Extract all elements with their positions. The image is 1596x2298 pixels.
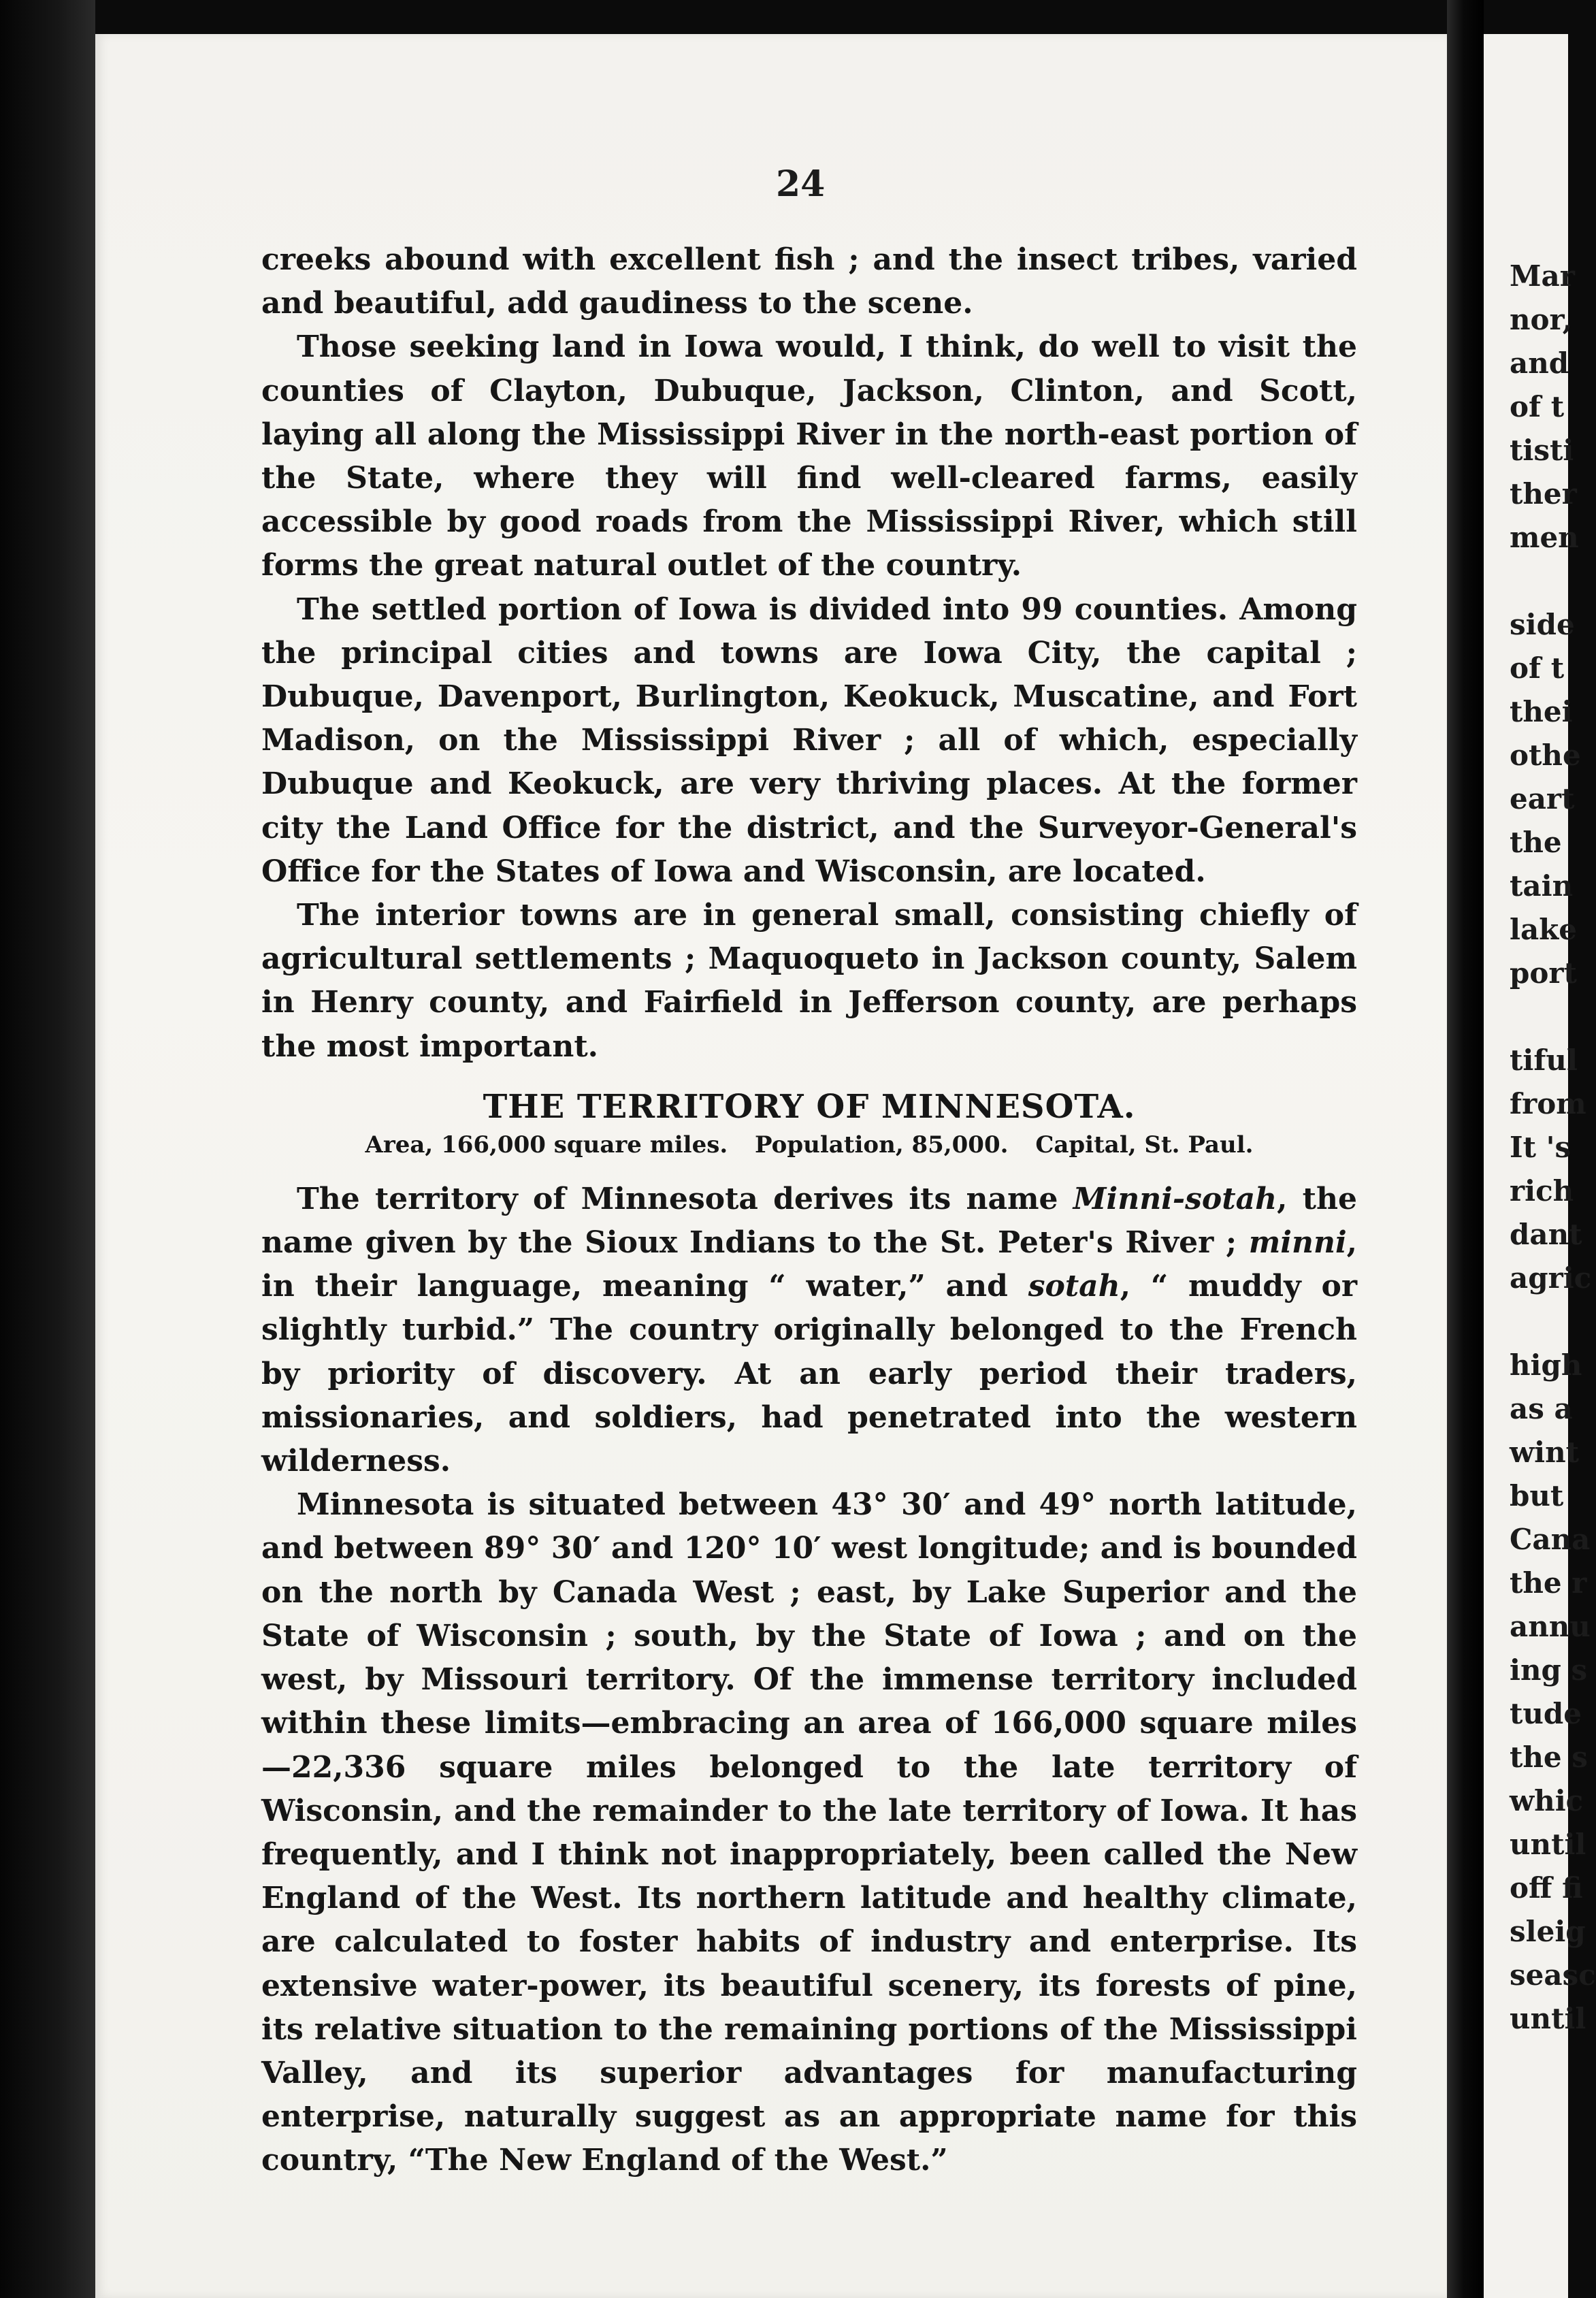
text-run: , in their language, meaning “ water,” and — [261, 1225, 1357, 1304]
facing-page-edge — [1484, 34, 1596, 2298]
facing-page-fragment: men — [1510, 521, 1579, 554]
italic-term-sotah: sotah — [1028, 1269, 1120, 1304]
facing-page-fragment: agric — [1510, 1261, 1592, 1295]
facing-page-fragment: side — [1510, 608, 1575, 641]
facing-page-fragment: ther — [1510, 477, 1577, 511]
facing-page-fragment: high — [1510, 1348, 1582, 1382]
facing-page-fragment: as a — [1510, 1392, 1573, 1425]
text-run: , “ muddy or slightly turbid.” The country originally belonged to the French by priority of discovery. At an early period their traders, missionaries, and soldiers, had penetrated into the western wilderness. — [261, 1269, 1357, 1479]
capital-stat: Capital, St. Paul. — [1035, 1131, 1254, 1159]
facing-page-fragment: port — [1510, 956, 1577, 990]
paragraph-name-origin — [261, 1178, 1357, 1483]
paragraph-interior-towns: The interior towns are in general small, consisting chiefly of agricultural settlements ; Maquoqueto in Jackson county, Salem in Henry county, and Fairfield in Jefferson county, are perhaps the most important. — [261, 898, 1357, 1064]
italic-term-minni-sotah: Minni-sotah — [1073, 1181, 1277, 1216]
facing-page-fragment: whic — [1510, 1784, 1584, 1817]
facing-page-fragment: eart — [1510, 782, 1575, 815]
facing-page-fragment: the s — [1510, 1741, 1588, 1774]
facing-page-fragment: lake — [1510, 913, 1577, 946]
paragraph-settled-portion: The settled portion of Iowa is divided into 99 counties. Among the principal cities and towns are Iowa City, the capital ; Dubuque, Davenport, Burlington, Keokuck, Muscatine, and Fort Madison, on the Mississippi River ; all of which, especially Dubuque and Keokuck, are very thriving places. At the former city the Land Office for the district, and the Surveyor-General's Office for the States of Iowa and Wisconsin, are located. — [261, 592, 1357, 889]
facing-page-fragment: Mar — [1510, 259, 1575, 293]
facing-page-fragment: the r — [1510, 1566, 1587, 1600]
facing-page-fragment: of t — [1510, 651, 1565, 685]
facing-page-fragment: rich — [1510, 1174, 1574, 1208]
area-stat: Area, 166,000 square miles. — [365, 1131, 728, 1159]
paragraph-situation: Minnesota is situated between 43° 30′ and 49° north latitude, and between 89° 30′ and 120° 10′ west longitude; and is bounded on the north by Canada West ; east, by Lake Superior and the State of Wisconsin ; south, by the State of Iowa ; and on the west, by Missouri territory. Of the immense territory included within these limits—embracing an area of 166,000 square miles—22,336 square miles belonged to the late territory of Wisconsin, and the remainder to the late territory of Iowa. It has frequently, and I think not inappropriately, been called the New England of the West. Its northern latitude and healthy climate, are calculated to foster habits of industry and enterprise. Its extensive water-power, its beautiful scenery, its forests of pine, its relative situation to the remaining portions of the Mississippi Valley, and its superior advantages for manufacturing enterprise, naturally suggest as an appropriate name for this country, “The New England of the West.” — [261, 1487, 1357, 2178]
facing-page-fragment: tude — [1510, 1697, 1582, 1730]
facing-page-fragment: wint — [1510, 1436, 1580, 1469]
facing-page-fragment: othe — [1510, 739, 1581, 772]
facing-page-fragment: nor, — [1510, 303, 1573, 336]
paragraph-land-seekers: Those seeking land in Iowa would, I think, do well to visit the counties of Clayton, Dubuque, Jackson, Clinton, and Scott, laying all along the Mississippi River in the north-east portion of the State, where they will find well-cleared farms, easily accessible by good roads from the Mississippi River, which still forms the great natural outlet of the country. — [261, 329, 1357, 583]
book-gutter — [1447, 0, 1484, 2298]
facing-page-fragment: until — [1510, 1828, 1586, 1861]
italic-term-minni: minni — [1248, 1225, 1347, 1261]
facing-page-fragment: dant — [1510, 1218, 1582, 1251]
facing-page-fragment: from — [1510, 1087, 1586, 1120]
facing-page-fragment: It 's — [1510, 1131, 1571, 1164]
facing-page-fragment: but — [1510, 1479, 1564, 1512]
facing-page-fragment: tisti — [1510, 434, 1574, 467]
facing-page-fragment: tain — [1510, 869, 1574, 903]
page-number: 24 — [776, 163, 826, 205]
section-title: THE TERRITORY OF MINNESOTA. — [483, 1087, 1136, 1126]
facing-page-fragment: seasc — [1510, 1958, 1596, 1992]
text-run: The territory of Minnesota derives its name — [297, 1181, 1073, 1216]
facing-page-fragment: thei — [1510, 695, 1573, 728]
facing-page-fragment: tiful — [1510, 1043, 1578, 1077]
facing-page-fragment: and — [1510, 346, 1569, 380]
section-subtitle — [261, 1129, 1357, 1161]
scan-left-edge — [0, 0, 95, 2298]
facing-page-fragment: ing s — [1510, 1653, 1588, 1687]
facing-page-fragment: Cana — [1510, 1523, 1591, 1556]
facing-page-fragment: annu — [1510, 1610, 1591, 1643]
facing-page-fragment: sleig — [1510, 1915, 1586, 1948]
paragraph-creeks: creeks abound with excellent fish ; and the insect tribes, varied and beautiful, add gaudiness to the scene. — [261, 242, 1357, 321]
page-body — [261, 238, 1357, 2183]
facing-page-fragment: off fi — [1510, 1871, 1583, 1905]
text-run: , the name given by the Sioux Indians to the St. Peter's River ; — [261, 1181, 1357, 1261]
population-stat: Population, 85,000. — [755, 1131, 1009, 1159]
facing-page-fragment: of t — [1510, 390, 1565, 423]
facing-page-fragment: the — [1510, 826, 1562, 859]
facing-page-fragment: until — [1510, 2002, 1586, 2035]
